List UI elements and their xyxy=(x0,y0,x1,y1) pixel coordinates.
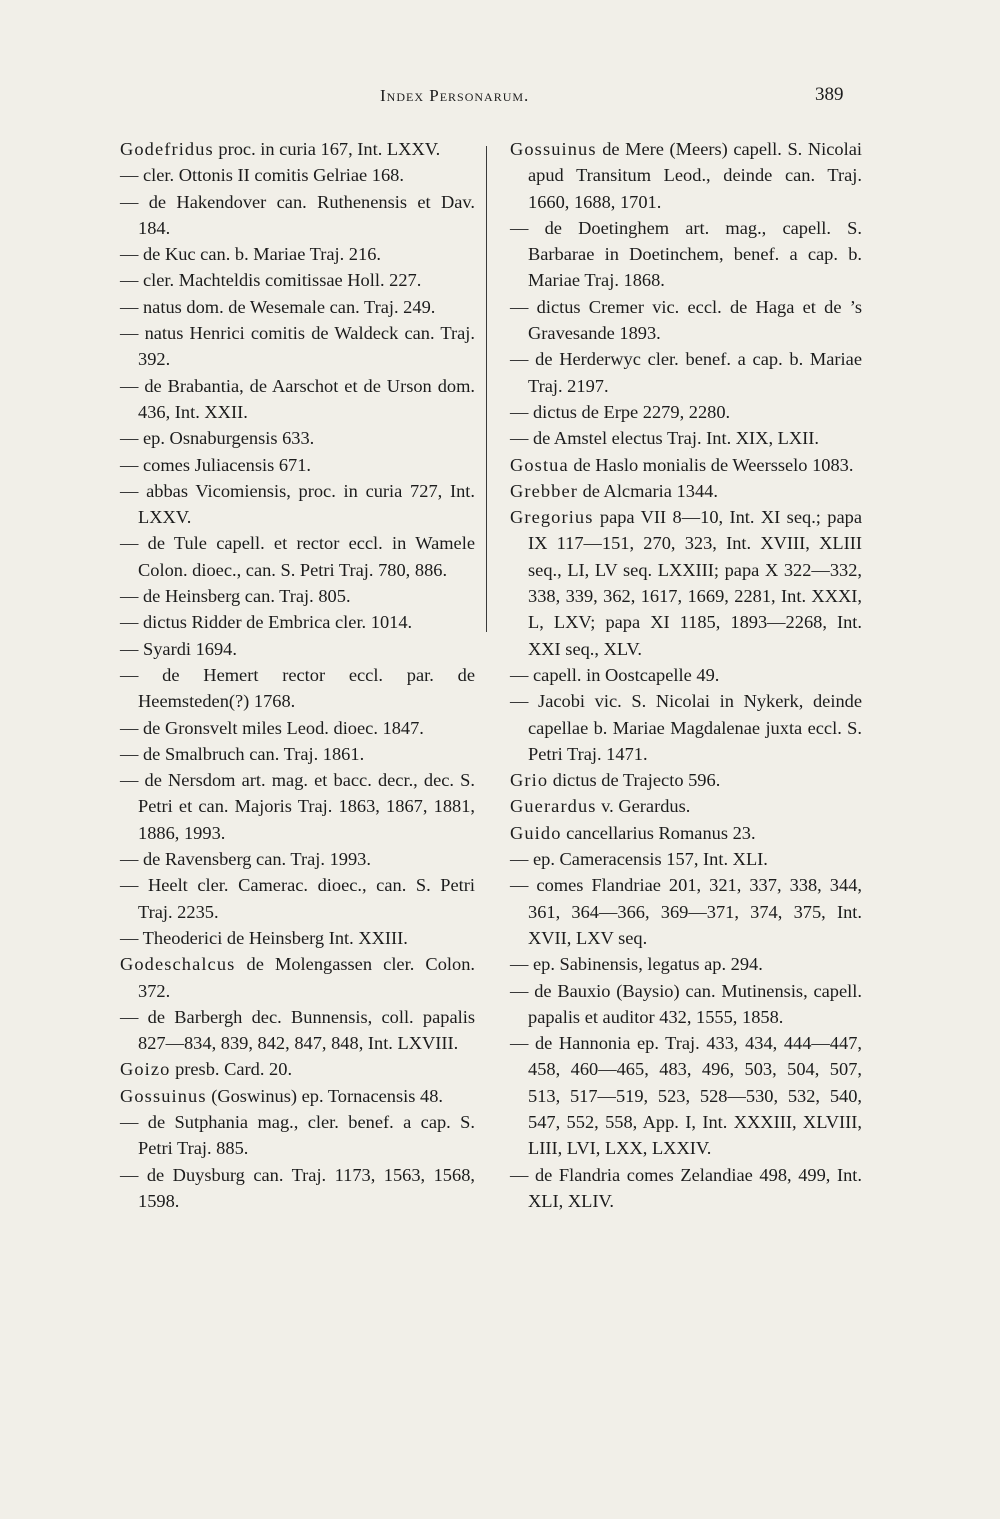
entry-text: — de Barbergh dec. Bunnensis, coll. papalis 827—834, 839, 842, 847, 848, Int. LXVIII. xyxy=(120,1006,475,1054)
index-entry xyxy=(120,241,475,267)
index-entry xyxy=(510,978,862,1031)
entry-text: — de Doetinghem art. mag., capell. S. Barbarae in Doetinchem, benef. a cap. b. Mariae Traj. 1868. xyxy=(510,217,862,291)
entry-text: — dictus Ridder de Embrica cler. 1014. xyxy=(120,612,413,633)
entry-text: — de Tule capell. et rector eccl. in Wamele Colon. dioec., can. S. Petri Traj. 780, 886. xyxy=(120,533,475,580)
entry-text: — de Hannonia ep. Traj. 433, 434, 444—447, 458, 460—465, 483, 496, 503, 504, 507, 513, 517—519, 523, 528—530, 532, 540, 547, 552, 558, App. I, Int. XXXIII, XLVIII, LIII, LVI, LXX, LXXIV. xyxy=(510,1033,862,1159)
index-column-left xyxy=(120,136,475,1214)
entry-text: — de Smalbruch can. Traj. 1861. xyxy=(120,743,365,764)
entry-text: — de Heinsberg can. Traj. 805. xyxy=(120,586,351,607)
index-entry xyxy=(120,530,475,583)
entry-headword: Godeschalcus xyxy=(120,954,236,975)
index-entry xyxy=(510,1162,862,1215)
entry-text: presb. Card. 20. xyxy=(175,1059,293,1080)
index-column-right xyxy=(510,136,862,1214)
index-entry xyxy=(510,951,862,977)
index-entry xyxy=(120,715,475,741)
entry-text: — cler. Machteldis comitissae Holl. 227. xyxy=(120,270,422,291)
entry-text: — de Herderwyc cler. benef. a cap. b. Mariae Traj. 2197. xyxy=(510,349,862,396)
index-entry xyxy=(510,688,862,767)
entry-text: — de Sutphania mag., cler. benef. a cap. S. Petri Traj. 885. xyxy=(120,1111,475,1159)
entry-text: — natus Henrici comitis de Waldeck can. Traj. 392. xyxy=(120,323,475,370)
index-entry xyxy=(120,478,475,531)
entry-text: — capell. in Oostcapelle 49. xyxy=(510,664,720,685)
index-entry xyxy=(510,294,862,347)
index-entry xyxy=(120,846,475,872)
entry-text: — de Brabantia, de Aarschot et de Urson dom. 436, Int. XXII. xyxy=(120,375,475,422)
entry-headword: Guerardus xyxy=(510,796,597,817)
index-entry xyxy=(120,189,475,242)
index-entry xyxy=(510,504,862,662)
entry-text: — de Ravensberg can. Traj. 1993. xyxy=(120,849,371,870)
entry-text: — de Bauxio (Baysio) can. Mutinensis, capell. papalis et auditor 432, 1555, 1858. xyxy=(510,980,862,1027)
entry-text: — abbas Vicomiensis, proc. in curia 727, Int. LXXV. xyxy=(120,480,475,528)
entry-text: dictus de Trajecto 596. xyxy=(552,770,721,791)
entry-text: — dictus Cremer vic. eccl. de Haga et de ’s Gravesande 1893. xyxy=(510,296,862,344)
entry-text: — natus dom. de Wesemale can. Traj. 249. xyxy=(120,296,436,317)
entry-text: de Mere (Meers) capell. S. Nicolai apud Transitum Leod., deinde can. Traj. 1660, 1688, 1701. xyxy=(528,139,863,212)
entry-headword: Gregorius xyxy=(510,507,594,528)
entry-text: — ep. Cameracensis 157, Int. XLI. xyxy=(510,849,768,870)
index-entry xyxy=(510,846,862,872)
index-entry xyxy=(120,767,475,846)
entry-headword: Grebber xyxy=(510,480,578,501)
entry-headword: Godefridus xyxy=(120,139,214,159)
index-entry xyxy=(120,872,475,925)
index-entry xyxy=(510,478,862,504)
index-entry xyxy=(120,320,475,373)
running-title: Index Personarum. xyxy=(380,86,530,105)
index-entry xyxy=(510,136,862,215)
index-entry xyxy=(120,452,475,478)
entry-text: proc. in curia 167, Int. LXXV. xyxy=(218,139,441,159)
index-entry xyxy=(120,1109,475,1162)
entry-headword: Goizo xyxy=(120,1059,171,1080)
index-entry xyxy=(120,636,475,662)
entry-text: — comes Juliacensis 671. xyxy=(120,454,312,475)
entry-text: — dictus de Erpe 2279, 2280. xyxy=(510,401,731,422)
index-entry xyxy=(120,267,475,293)
entry-headword: Guido xyxy=(510,822,562,843)
entry-text: — de Gronsvelt miles Leod. dioec. 1847. xyxy=(120,717,424,738)
index-entry xyxy=(120,925,475,951)
entry-text: — comes Flandriae 201, 321, 337, 338, 344, 361, 364—366, 369—371, 374, 375, Int. XVII, LXV seq. xyxy=(510,875,862,948)
index-entry xyxy=(120,425,475,451)
index-entry xyxy=(510,820,862,846)
entry-text: cancellarius Romanus 23. xyxy=(566,822,756,843)
entry-text: — Syardi 1694. xyxy=(120,638,237,659)
index-entry xyxy=(510,215,862,294)
entry-text: v. Gerardus. xyxy=(601,796,691,817)
index-entry xyxy=(510,662,862,688)
entry-text: — de Hakendover can. Ruthenensis et Dav. 184. xyxy=(120,191,475,238)
entry-text: — de Amstel electus Traj. Int. XIX, LXII. xyxy=(510,428,820,449)
index-entry xyxy=(510,767,862,793)
entry-headword: Gossuinus xyxy=(120,1085,207,1106)
index-entry xyxy=(120,1162,475,1215)
entry-text: — de Nersdom art. mag. et bacc. decr., dec. S. Petri et can. Majoris Traj. 1863, 1867, 1881, 1886, 1993. xyxy=(120,770,475,843)
entry-text: — de Duysburg can. Traj. 1173, 1563, 1568, 1598. xyxy=(120,1164,475,1211)
entry-text: — de Hemert rector eccl. par. de Heemsteden(?) 1768. xyxy=(120,664,475,712)
entry-text: — Theoderici de Heinsberg Int. XXIII. xyxy=(120,927,408,948)
entry-text: papa VII 8—10, Int. XI seq.; papa IX 117—151, 270, 323, Int. XVIII, XLIII seq., LI, LV seq. LXXIII; papa X 322—332, 338, 339, 362, 1617, 1669, 2281, Int. XXXI, L, LXV; papa XI 1185, 1893—2268, Int. XXI seq., XLV. xyxy=(528,507,862,659)
index-entry xyxy=(510,346,862,399)
index-entry xyxy=(120,951,475,1004)
entry-headword: Gossuinus xyxy=(510,139,597,159)
index-entry xyxy=(120,294,475,320)
entry-text: — de Flandria comes Zelandiae 498, 499, Int. XLI, XLIV. xyxy=(510,1164,862,1211)
entry-text: (Goswinus) ep. Tornacensis 48. xyxy=(211,1085,443,1106)
index-entry xyxy=(510,1030,862,1161)
index-entry xyxy=(510,425,862,451)
index-entry xyxy=(120,1004,475,1057)
entry-text: de Alcmaria 1344. xyxy=(582,480,718,501)
index-entry xyxy=(120,1083,475,1109)
entry-text: — ep. Sabinensis, legatus ap. 294. xyxy=(510,954,763,975)
index-entry xyxy=(120,162,475,188)
index-entry xyxy=(120,583,475,609)
page-number: 389 xyxy=(815,84,844,105)
index-entry xyxy=(120,1056,475,1082)
index-entry xyxy=(510,793,862,819)
entry-text: — Heelt cler. Camerac. dioec., can. S. Petri Traj. 2235. xyxy=(120,875,475,922)
entry-text: — ep. Osnaburgensis 633. xyxy=(120,428,315,449)
index-entry xyxy=(510,452,862,478)
index-entry xyxy=(120,662,475,715)
entry-text: — Jacobi vic. S. Nicolai in Nykerk, deinde capellae b. Mariae Magdalenae juxta eccl. S. Petri Traj. 1471. xyxy=(510,691,862,764)
entry-text: de Molengassen cler. Colon. 372. xyxy=(138,954,475,1001)
index-entry xyxy=(510,872,862,951)
index-entry xyxy=(120,136,475,162)
index-entry xyxy=(510,399,862,425)
index-entry xyxy=(120,609,475,635)
entry-text: — cler. Ottonis II comitis Gelriae 168. xyxy=(120,165,404,186)
index-entry xyxy=(120,741,475,767)
entry-headword: Gostua xyxy=(510,454,569,475)
column-divider xyxy=(486,146,487,632)
entry-text: — de Kuc can. b. Mariae Traj. 216. xyxy=(120,244,381,265)
entry-headword: Grio xyxy=(510,770,549,791)
index-entry xyxy=(120,373,475,426)
entry-text: de Haslo monialis de Weersselo 1083. xyxy=(573,454,854,475)
